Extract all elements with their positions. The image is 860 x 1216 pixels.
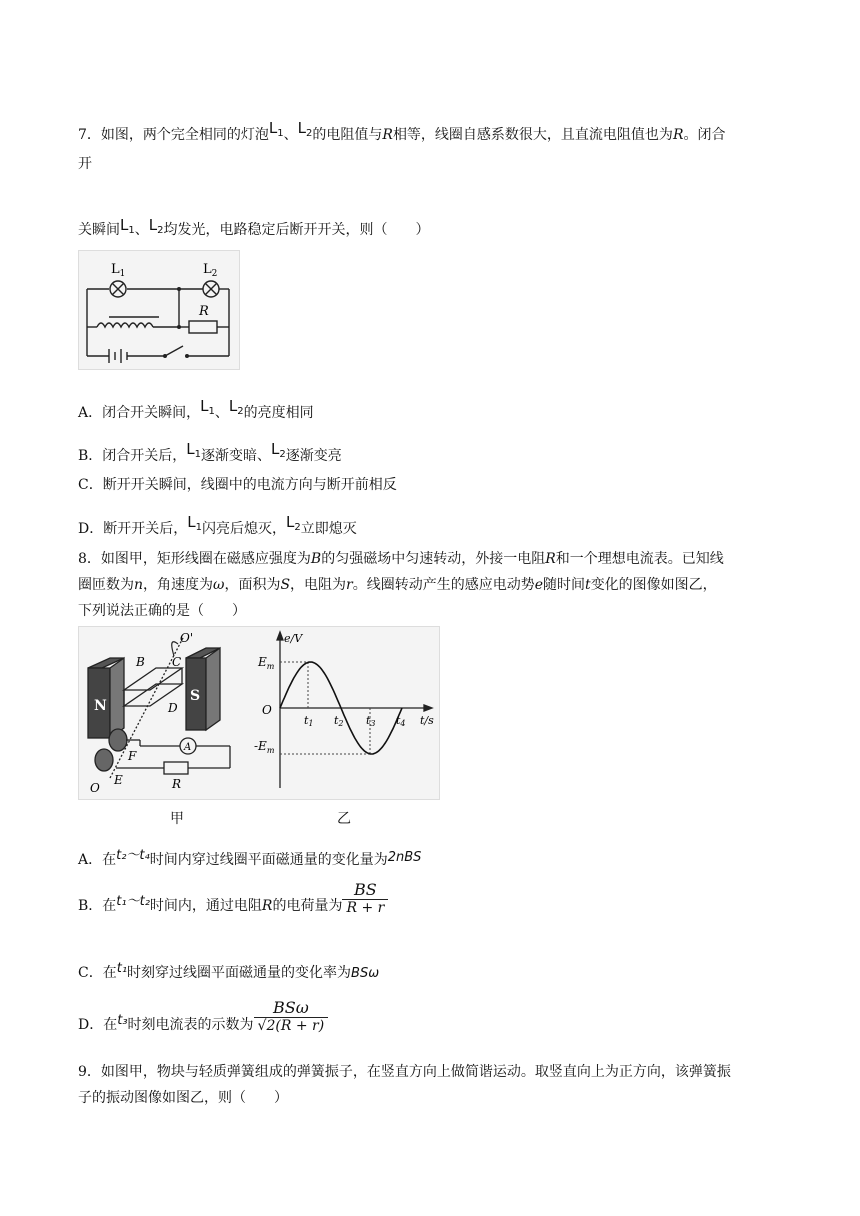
q7-text-d: 。闭合 bbox=[683, 127, 726, 143]
q7-line3-b: 均发光，电路稳定后断开开关，则（ ） bbox=[163, 222, 430, 238]
fig-label-O-prime: O' bbox=[180, 631, 194, 645]
fraction-charge: $\frac{BS}{R + r}$ bbox=[342, 880, 388, 916]
symbol-L2: $L_2$ bbox=[285, 513, 301, 533]
q8-caption-yi: 乙 bbox=[337, 811, 351, 827]
q7-number: 7． bbox=[78, 127, 101, 143]
q8-option-A[interactable]: A．在t₂～t₄时间内穿过线圈平面磁通量的变化量为2nBS bbox=[78, 848, 422, 868]
q7-line2: 开 bbox=[78, 156, 92, 172]
fig-label-R: R bbox=[199, 304, 209, 319]
fig-label-R: R bbox=[172, 777, 182, 791]
symbol-L2: $L_2$ bbox=[148, 216, 164, 236]
symbol-L1: $L_1$ bbox=[268, 119, 284, 139]
fig-label-E: E bbox=[114, 773, 123, 787]
origin-label: O bbox=[262, 703, 272, 717]
q8-fig-jia-generator bbox=[80, 628, 248, 796]
symbol-R: R bbox=[672, 127, 684, 143]
q7-line1 bbox=[78, 119, 725, 144]
fig-label-O: O bbox=[90, 781, 100, 795]
tick-t3: t3 bbox=[366, 714, 376, 728]
fig-label-F: F bbox=[128, 749, 137, 763]
q7-option-A[interactable]: A．闭合开关瞬间，$L_1$、$L_2$的亮度相同 bbox=[78, 397, 314, 421]
q7-text-c: 相等，线圈自感系数很大，且直流电阻值也为 bbox=[392, 127, 673, 143]
fig-label-L1: $L_1$ bbox=[111, 262, 126, 279]
tick-Em: $E_m$ bbox=[258, 655, 275, 671]
fraction-current: $\frac{\text{BSω}}{√2(R + r)}$ bbox=[254, 998, 329, 1034]
symbol-L1: $L_1$ bbox=[186, 440, 202, 460]
q7-text-a: 如图，两个完全相同的灯泡 bbox=[100, 127, 269, 143]
q8-line1: 8．如图甲，矩形线圈在磁感应强度为B的匀强磁场中匀速转动，外接一电阻R和一个理想电流表。已知线 bbox=[78, 551, 724, 567]
q8-line3: 下列说法正确的是（ ） bbox=[78, 603, 246, 619]
q9-line1: 9．如图甲，物块与轻质弹簧组成的弹簧振子，在竖直方向上做简谐运动。取竖直向上为正方向，该弹簧振 bbox=[78, 1064, 731, 1080]
q8-option-D[interactable]: D．在t₃时刻电流表的示数为 $\frac{\text{BSω}}{√2(R + r)}$ bbox=[78, 998, 328, 1034]
symbol-L2: $L_2$ bbox=[228, 397, 244, 417]
q8-caption-jia: 甲 bbox=[170, 811, 184, 827]
fig-label-L2: $L_2$ bbox=[203, 262, 218, 279]
q7-option-B[interactable]: B．闭合开关后，$L_1$逐渐变暗、$L_2$逐渐变亮 bbox=[78, 440, 342, 464]
symbol-L2: $L_2$ bbox=[271, 440, 286, 460]
fig-label-S: S bbox=[190, 688, 201, 704]
symbol-L2: $L_2$ bbox=[297, 119, 313, 139]
tick-t1: t1 bbox=[304, 714, 314, 728]
q7-option-D[interactable]: D．断开开关后，$L_1$闪亮后熄灭，$L_2$立即熄灭 bbox=[78, 513, 357, 537]
q8-fig-yi-chart bbox=[250, 628, 436, 796]
q7-option-C[interactable]: C．断开开关瞬间，线圈中的电流方向与断开前相反 bbox=[78, 477, 397, 493]
separator: 、 bbox=[283, 127, 298, 143]
q7-line3-a: 关瞬间 bbox=[78, 222, 120, 238]
symbol-L1: $L_1$ bbox=[200, 397, 215, 417]
fig-label-B: B bbox=[136, 655, 145, 669]
tick-t4: t4 bbox=[396, 714, 406, 728]
q8-line2: 圈匝数为n，角速度为ω，面积为S，电阻为r。线圈转动产生的感应电动势e随时间t变化的图像如图乙， bbox=[78, 577, 717, 593]
tick-neg-Em: $-E_m$ bbox=[254, 739, 275, 755]
fig-label-N: N bbox=[94, 698, 107, 714]
separator: 、 bbox=[134, 222, 149, 238]
x-axis-label: t/s bbox=[420, 714, 434, 727]
y-axis-label: e/V bbox=[284, 632, 303, 645]
q7-line3 bbox=[78, 216, 429, 239]
fig-label-D: D bbox=[168, 701, 178, 715]
symbol-L1: $L_1$ bbox=[187, 513, 202, 533]
q8-option-B[interactable]: B．在t₁～t₂时间内，通过电阻R的电荷量为 $\frac{BS}{R + r}$ bbox=[78, 880, 388, 916]
q7-text-b: 的电阻值与 bbox=[312, 127, 383, 143]
tick-t2: t2 bbox=[334, 714, 344, 728]
q9-line2: 子的振动图像如图乙，则（ ） bbox=[78, 1090, 288, 1106]
fig-label-C: C bbox=[172, 655, 182, 669]
symbol-L1: $L_1$ bbox=[120, 216, 135, 236]
q7-circuit-figure bbox=[78, 250, 240, 370]
symbol-R: R bbox=[382, 127, 393, 143]
fig-label-ammeter: A bbox=[184, 742, 192, 753]
q8-option-C[interactable]: C．在t₁时刻穿过线圈平面磁通量的变化率为BSω bbox=[78, 961, 380, 981]
